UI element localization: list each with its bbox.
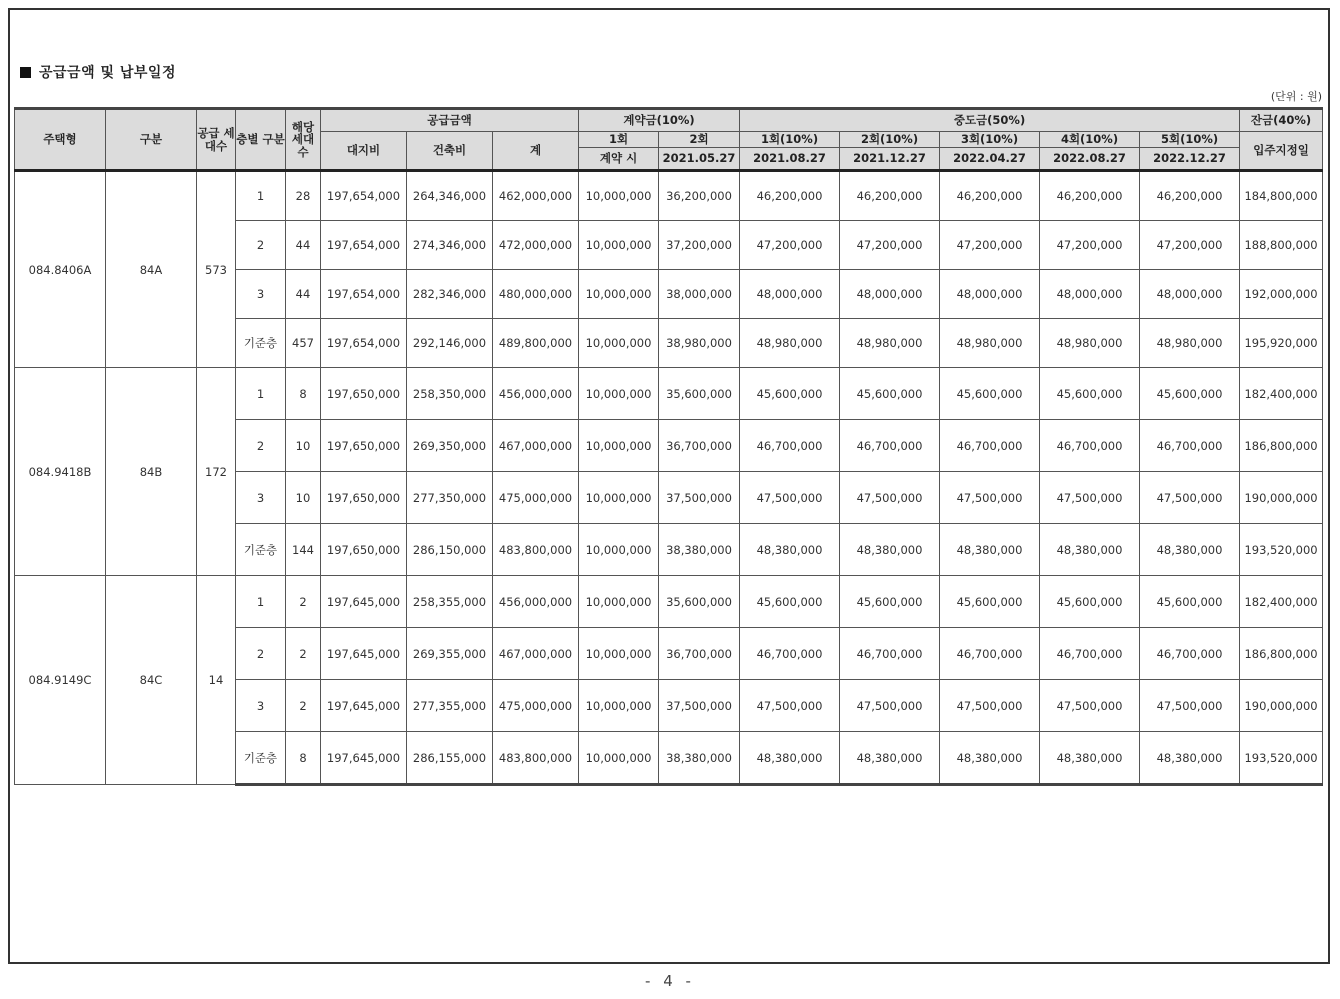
balance-cell: 182,400,000 (1240, 368, 1323, 420)
total-cell: 483,800,000 (493, 524, 579, 576)
contract-2-cell: 38,000,000 (659, 270, 740, 319)
floor-category-cell: 1 (236, 576, 286, 628)
supply-units-cell: 172 (197, 368, 236, 576)
interim-3-cell: 48,380,000 (940, 524, 1040, 576)
total-cell: 467,000,000 (493, 628, 579, 680)
interim-3-cell: 46,700,000 (940, 628, 1040, 680)
contract-2-cell: 35,600,000 (659, 368, 740, 420)
header-category: 구분 (106, 109, 197, 171)
header-interim-3: 3회(10%) (940, 132, 1040, 148)
land-cost-cell: 197,654,000 (321, 270, 407, 319)
header-interim-3-date: 2022.04.27 (940, 148, 1040, 171)
contract-2-cell: 36,700,000 (659, 420, 740, 472)
interim-4-cell: 48,980,000 (1040, 319, 1140, 368)
total-cell: 480,000,000 (493, 270, 579, 319)
land-cost-cell: 197,650,000 (321, 524, 407, 576)
land-cost-cell: 197,654,000 (321, 171, 407, 221)
floor-category-cell: 기준층 (236, 732, 286, 785)
land-cost-cell: 197,645,000 (321, 628, 407, 680)
floor-category-cell: 3 (236, 270, 286, 319)
contract-1-cell: 10,000,000 (579, 732, 659, 785)
total-cell: 467,000,000 (493, 420, 579, 472)
interim-4-cell: 45,600,000 (1040, 368, 1140, 420)
interim-1-cell: 47,200,000 (740, 221, 840, 270)
total-cell: 475,000,000 (493, 472, 579, 524)
balance-cell: 193,520,000 (1240, 732, 1323, 785)
interim-4-cell: 48,380,000 (1040, 732, 1140, 785)
interim-3-cell: 46,700,000 (940, 420, 1040, 472)
payment-schedule-table (14, 107, 1323, 786)
floor-category-cell: 기준층 (236, 319, 286, 368)
interim-2-cell: 46,200,000 (840, 171, 940, 221)
interim-1-cell: 48,380,000 (740, 524, 840, 576)
interim-5-cell: 48,380,000 (1140, 732, 1240, 785)
total-cell: 456,000,000 (493, 368, 579, 420)
balance-cell: 192,000,000 (1240, 270, 1323, 319)
interim-5-cell: 45,600,000 (1140, 368, 1240, 420)
floor-units-cell: 44 (286, 270, 321, 319)
build-cost-cell: 286,155,000 (407, 732, 493, 785)
floor-category-cell: 2 (236, 221, 286, 270)
section-title (20, 62, 176, 82)
header-interim-2: 2회(10%) (840, 132, 940, 148)
land-cost-cell: 197,650,000 (321, 368, 407, 420)
header-interim-1-date: 2021.08.27 (740, 148, 840, 171)
interim-3-cell: 45,600,000 (940, 368, 1040, 420)
floor-units-cell: 2 (286, 576, 321, 628)
build-cost-cell: 277,355,000 (407, 680, 493, 732)
house-type-cell: 084.9418B (15, 368, 106, 576)
interim-5-cell: 46,200,000 (1140, 171, 1240, 221)
interim-1-cell: 47,500,000 (740, 680, 840, 732)
balance-cell: 186,800,000 (1240, 628, 1323, 680)
interim-2-cell: 48,380,000 (840, 732, 940, 785)
balance-cell: 188,800,000 (1240, 221, 1323, 270)
interim-3-cell: 47,500,000 (940, 680, 1040, 732)
contract-2-cell: 35,600,000 (659, 576, 740, 628)
house-type-cell: 084.8406A (15, 171, 106, 368)
build-cost-cell: 258,350,000 (407, 368, 493, 420)
interim-5-cell: 48,000,000 (1140, 270, 1240, 319)
floor-category-cell: 3 (236, 472, 286, 524)
header-contract-1: 1회 (579, 132, 659, 148)
category-cell: 84C (106, 576, 197, 785)
build-cost-cell: 274,346,000 (407, 221, 493, 270)
interim-4-cell: 48,380,000 (1040, 524, 1140, 576)
contract-1-cell: 10,000,000 (579, 680, 659, 732)
floor-units-cell: 457 (286, 319, 321, 368)
contract-2-cell: 38,980,000 (659, 319, 740, 368)
interim-5-cell: 47,500,000 (1140, 680, 1240, 732)
header-contract-2: 2회 (659, 132, 740, 148)
total-cell: 475,000,000 (493, 680, 579, 732)
header-house-type: 주택형 (15, 109, 106, 171)
square-bullet-icon (20, 67, 31, 78)
floor-units-cell: 10 (286, 420, 321, 472)
header-contract-1-date: 계약 시 (579, 148, 659, 171)
house-type-cell: 084.9149C (15, 576, 106, 785)
interim-4-cell: 45,600,000 (1040, 576, 1140, 628)
contract-1-cell: 10,000,000 (579, 472, 659, 524)
header-interim-2-date: 2021.12.27 (840, 148, 940, 171)
total-cell: 472,000,000 (493, 221, 579, 270)
header-interim-5: 5회(10%) (1140, 132, 1240, 148)
supply-units-cell: 14 (197, 576, 236, 785)
floor-units-cell: 144 (286, 524, 321, 576)
interim-2-cell: 45,600,000 (840, 576, 940, 628)
contract-1-cell: 10,000,000 (579, 221, 659, 270)
interim-3-cell: 47,500,000 (940, 472, 1040, 524)
balance-cell: 182,400,000 (1240, 576, 1323, 628)
contract-2-cell: 37,200,000 (659, 221, 740, 270)
interim-4-cell: 46,700,000 (1040, 628, 1140, 680)
build-cost-cell: 282,346,000 (407, 270, 493, 319)
table-row (15, 368, 1323, 420)
interim-1-cell: 46,200,000 (740, 171, 840, 221)
build-cost-cell: 269,355,000 (407, 628, 493, 680)
category-cell: 84A (106, 171, 197, 368)
contract-1-cell: 10,000,000 (579, 524, 659, 576)
contract-2-cell: 36,700,000 (659, 628, 740, 680)
category-cell: 84B (106, 368, 197, 576)
interim-3-cell: 48,000,000 (940, 270, 1040, 319)
contract-1-cell: 10,000,000 (579, 270, 659, 319)
section-title-text: 공급금액 및 납부일정 (39, 65, 176, 81)
interim-5-cell: 46,700,000 (1140, 420, 1240, 472)
table-row (15, 171, 1323, 221)
unit-note: (단위 : 원) (1270, 90, 1322, 103)
land-cost-cell: 197,645,000 (321, 680, 407, 732)
total-cell: 489,800,000 (493, 319, 579, 368)
contract-1-cell: 10,000,000 (579, 368, 659, 420)
contract-1-cell: 10,000,000 (579, 420, 659, 472)
build-cost-cell: 269,350,000 (407, 420, 493, 472)
floor-units-cell: 2 (286, 680, 321, 732)
interim-2-cell: 47,500,000 (840, 472, 940, 524)
interim-2-cell: 47,500,000 (840, 680, 940, 732)
interim-4-cell: 46,200,000 (1040, 171, 1140, 221)
header-land-cost: 대지비 (321, 132, 407, 171)
balance-cell: 186,800,000 (1240, 420, 1323, 472)
balance-cell: 195,920,000 (1240, 319, 1323, 368)
interim-5-cell: 46,700,000 (1140, 628, 1240, 680)
header-interim-4: 4회(10%) (1040, 132, 1140, 148)
page-number: - 4 - (645, 972, 695, 990)
balance-cell: 190,000,000 (1240, 680, 1323, 732)
interim-1-cell: 48,000,000 (740, 270, 840, 319)
header-interim: 중도금(50%) (740, 109, 1240, 132)
balance-cell: 190,000,000 (1240, 472, 1323, 524)
interim-3-cell: 47,200,000 (940, 221, 1040, 270)
interim-2-cell: 48,980,000 (840, 319, 940, 368)
interim-2-cell: 48,000,000 (840, 270, 940, 319)
land-cost-cell: 197,645,000 (321, 576, 407, 628)
interim-1-cell: 45,600,000 (740, 368, 840, 420)
interim-4-cell: 47,200,000 (1040, 221, 1140, 270)
land-cost-cell: 197,654,000 (321, 221, 407, 270)
header-contract: 계약금(10%) (579, 109, 740, 132)
balance-cell: 184,800,000 (1240, 171, 1323, 221)
header-interim-4-date: 2022.08.27 (1040, 148, 1140, 171)
build-cost-cell: 277,350,000 (407, 472, 493, 524)
interim-4-cell: 47,500,000 (1040, 472, 1140, 524)
table-body (15, 171, 1323, 785)
contract-2-cell: 38,380,000 (659, 524, 740, 576)
interim-1-cell: 46,700,000 (740, 628, 840, 680)
contract-2-cell: 37,500,000 (659, 472, 740, 524)
header-supply-units: 공급 세대수 (197, 109, 236, 171)
interim-4-cell: 47,500,000 (1040, 680, 1140, 732)
table-row (15, 576, 1323, 628)
floor-category-cell: 3 (236, 680, 286, 732)
build-cost-cell: 264,346,000 (407, 171, 493, 221)
header-total: 계 (493, 132, 579, 171)
interim-3-cell: 45,600,000 (940, 576, 1040, 628)
land-cost-cell: 197,650,000 (321, 420, 407, 472)
contract-1-cell: 10,000,000 (579, 628, 659, 680)
floor-units-cell: 28 (286, 171, 321, 221)
header-supply-price: 공급금액 (321, 109, 579, 132)
land-cost-cell: 197,654,000 (321, 319, 407, 368)
contract-2-cell: 37,500,000 (659, 680, 740, 732)
interim-2-cell: 47,200,000 (840, 221, 940, 270)
floor-units-cell: 8 (286, 732, 321, 785)
header-floor-category: 층별 구분 (236, 109, 286, 171)
interim-2-cell: 45,600,000 (840, 368, 940, 420)
total-cell: 483,800,000 (493, 732, 579, 785)
floor-category-cell: 1 (236, 368, 286, 420)
header-build-cost: 건축비 (407, 132, 493, 171)
land-cost-cell: 197,645,000 (321, 732, 407, 785)
contract-2-cell: 38,380,000 (659, 732, 740, 785)
header-balance: 잔금(40%) (1240, 109, 1323, 132)
interim-1-cell: 46,700,000 (740, 420, 840, 472)
interim-1-cell: 48,380,000 (740, 732, 840, 785)
header-contract-2-date: 2021.05.27 (659, 148, 740, 171)
floor-units-cell: 8 (286, 368, 321, 420)
header-interim-1: 1회(10%) (740, 132, 840, 148)
contract-1-cell: 10,000,000 (579, 576, 659, 628)
floor-category-cell: 2 (236, 628, 286, 680)
build-cost-cell: 292,146,000 (407, 319, 493, 368)
header-interim-5-date: 2022.12.27 (1140, 148, 1240, 171)
interim-2-cell: 48,380,000 (840, 524, 940, 576)
interim-3-cell: 48,380,000 (940, 732, 1040, 785)
interim-1-cell: 48,980,000 (740, 319, 840, 368)
table-header (15, 109, 1323, 171)
interim-2-cell: 46,700,000 (840, 628, 940, 680)
floor-category-cell: 1 (236, 171, 286, 221)
supply-units-cell: 573 (197, 171, 236, 368)
contract-1-cell: 10,000,000 (579, 319, 659, 368)
land-cost-cell: 197,650,000 (321, 472, 407, 524)
interim-1-cell: 47,500,000 (740, 472, 840, 524)
interim-5-cell: 47,200,000 (1140, 221, 1240, 270)
floor-units-cell: 44 (286, 221, 321, 270)
floor-category-cell: 기준층 (236, 524, 286, 576)
interim-5-cell: 45,600,000 (1140, 576, 1240, 628)
contract-1-cell: 10,000,000 (579, 171, 659, 221)
total-cell: 462,000,000 (493, 171, 579, 221)
interim-3-cell: 46,200,000 (940, 171, 1040, 221)
floor-category-cell: 2 (236, 420, 286, 472)
balance-cell: 193,520,000 (1240, 524, 1323, 576)
contract-2-cell: 36,200,000 (659, 171, 740, 221)
build-cost-cell: 286,150,000 (407, 524, 493, 576)
interim-4-cell: 46,700,000 (1040, 420, 1140, 472)
floor-units-cell: 2 (286, 628, 321, 680)
header-floor-units: 해당 세대 수 (286, 109, 321, 171)
interim-4-cell: 48,000,000 (1040, 270, 1140, 319)
interim-3-cell: 48,980,000 (940, 319, 1040, 368)
header-balance-date: 입주지정일 (1240, 132, 1323, 171)
interim-5-cell: 48,980,000 (1140, 319, 1240, 368)
build-cost-cell: 258,355,000 (407, 576, 493, 628)
interim-1-cell: 45,600,000 (740, 576, 840, 628)
interim-5-cell: 47,500,000 (1140, 472, 1240, 524)
total-cell: 456,000,000 (493, 576, 579, 628)
interim-2-cell: 46,700,000 (840, 420, 940, 472)
interim-5-cell: 48,380,000 (1140, 524, 1240, 576)
floor-units-cell: 10 (286, 472, 321, 524)
